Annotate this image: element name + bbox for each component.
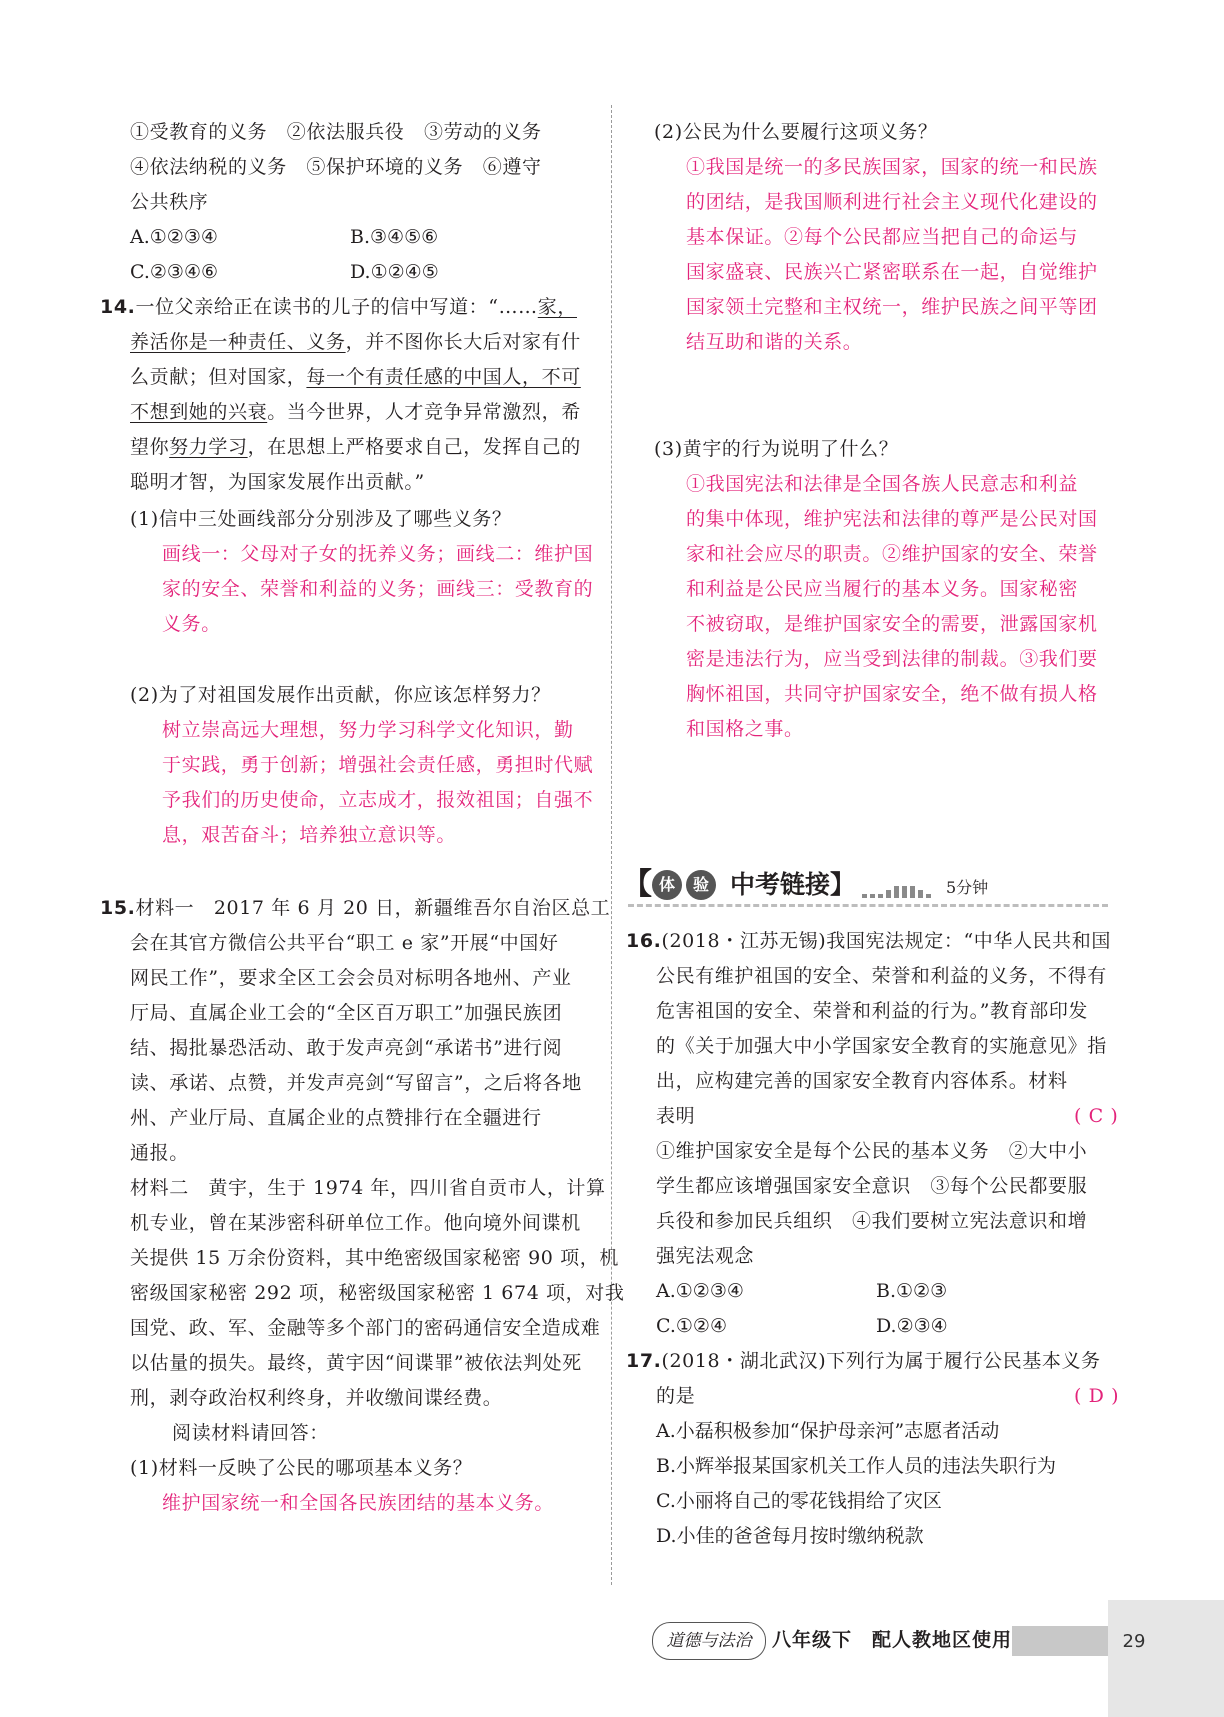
q15-sub-1: (1)材料一反映了公民的哪项基本义务？ xyxy=(130,1457,473,1479)
q15-material-1-line: 州、产业厅局、直属企业的点赞排行在全疆进行 xyxy=(130,1107,542,1129)
q15-answer-2: 国家领土完整和主权统一，维护民族之间平等团 xyxy=(686,296,1098,318)
q17-option-b: B.小辉举报某国家机关工作人员的违法失职行为 xyxy=(656,1455,1057,1477)
q16-line: 公民有维护祖国的安全、荣誉和利益的义务，不得有 xyxy=(656,965,1107,987)
footer-page-tab xyxy=(1108,1600,1224,1717)
q15-material-2-line: 刑，剥夺政治权利终身，并收缴间谍经费。 xyxy=(130,1387,503,1409)
q14-sub-1: (1)信中三处画线部分分别涉及了哪些义务？ xyxy=(130,508,512,530)
q14-answer-2: 予我们的历史使命，立志成才，报效祖国；自强不 xyxy=(162,789,594,811)
q13-option-b: B.③④⑤⑥ xyxy=(350,226,439,248)
q15-answer-2: ①我国是统一的多民族国家，国家的统一和民族 xyxy=(686,156,1098,178)
q13-choices-line-1: ①受教育的义务 ②依法服兵役 ③劳动的义务 xyxy=(130,121,542,143)
q14-underline-2b: 不想到她的兴衰 xyxy=(130,401,268,423)
page-number: 29 xyxy=(1122,1631,1146,1652)
q15-answer-2: 的团结，是我国顺利进行社会主义现代化建设的 xyxy=(686,191,1098,213)
q14-text: ，在思想上严格要求自己，发挥自己的 xyxy=(247,436,581,458)
q14-answer-2: 息，艰苦奋斗；培养独立意识等。 xyxy=(162,824,457,846)
q15-material-2-line: 以估量的损失。最终，黄宇因“间谍罪”被依法判处死 xyxy=(130,1352,582,1374)
q16-statement: 兵役和参加民兵组织 ④我们要树立宪法意识和增 xyxy=(656,1210,1088,1232)
section-title: 中考链接】 xyxy=(730,870,856,899)
q15-answer-2: 国家盛衰、民族兴亡紧密联系在一起，自觉维护 xyxy=(686,261,1098,283)
q14-text: 么贡献；但对国家， xyxy=(130,366,307,388)
banner-badge-1: 体 xyxy=(652,870,682,900)
q15-material-1-line: 网民工作”，要求全区工会会员对标明各地州、产业 xyxy=(130,967,572,989)
q16-statement: ①维护国家安全是每个公民的基本义务 ②大中小 xyxy=(656,1140,1088,1162)
q16-line: 危害祖国的安全、荣誉和利益的行为。”教育部印发 xyxy=(656,1000,1089,1022)
q15-material-1-line: 会在其官方微信公共平台“职工 e 家”开展“中国好 xyxy=(130,932,559,954)
q16-answer-text: ( C ) xyxy=(1074,1105,1119,1127)
q15-number: 15. xyxy=(100,897,136,919)
q15-material-1-line xyxy=(100,896,610,920)
q16-line: 出，应构建完善的国家安全教育内容体系。材料 xyxy=(656,1070,1068,1092)
q17-answer-text: ( D ) xyxy=(1074,1385,1120,1407)
section-rule xyxy=(628,904,1108,907)
q16-option-a: A.①②③④ xyxy=(656,1280,744,1302)
q15-answer-3: 胸怀祖国，共同守护国家安全，绝不做有损人格 xyxy=(686,683,1098,705)
banner-badge-2: 验 xyxy=(686,870,716,900)
q15-prompt: 阅读材料请回答： xyxy=(172,1422,329,1444)
q16-text: (2018・江苏无锡)我国宪法规定：“中华人民共和国 xyxy=(661,930,1111,952)
q14-line-3 xyxy=(130,365,581,389)
q15-material-1-text: 材料一 2017 年 6 月 20 日，新疆维吾尔自治区总工 xyxy=(135,897,611,919)
page-footer xyxy=(0,1600,1224,1717)
q15-sub-2: (2)公民为什么要履行这项义务？ xyxy=(654,121,938,143)
q14-line-2 xyxy=(130,330,581,354)
q16-statement: 强宪法观念 xyxy=(656,1245,755,1267)
q14-line-5 xyxy=(130,435,581,459)
q17-option-d: D.小佳的爸爸每月按时缴纳税款 xyxy=(656,1525,924,1547)
q15-material-1-line: 读、承诺、点赞，并发声亮剑“写留言”，之后将各地 xyxy=(130,1072,582,1094)
q14-text: 。当今世界，人才竞争异常激烈，希 xyxy=(267,401,581,423)
q16-option-b: B.①②③ xyxy=(876,1280,948,1302)
q13-option-c: C.②③④⑥ xyxy=(130,261,219,283)
q13-option-a: A.①②③④ xyxy=(130,226,218,248)
q14-answer-2: 树立崇高远大理想，努力学习科学文化知识，勤 xyxy=(162,719,574,741)
q14-underline-3: 努力学习 xyxy=(169,436,248,458)
q16-number: 16. xyxy=(626,930,662,952)
q16-line: 的《关于加强大中小学国家安全教育的实施意见》指 xyxy=(656,1035,1107,1057)
q16-option-c: C.①②④ xyxy=(656,1315,727,1337)
q14-underline-1a: 家， xyxy=(537,296,577,318)
q15-answer-2: 结互助和谐的关系。 xyxy=(686,331,863,353)
q15-material-2-line: 机专业，曾在某涉密科研单位工作。他向境外间谍机 xyxy=(130,1212,581,1234)
q17-number: 17. xyxy=(626,1350,662,1372)
q13-option-d: D.①②④⑤ xyxy=(350,261,439,283)
q15-answer-1: 维护国家统一和全国各民族团结的基本义务。 xyxy=(162,1492,555,1514)
q17-answer xyxy=(1074,1384,1119,1408)
q15-material-1-line: 结、揭批暴恐活动、敢于发声亮剑“承诺书”进行阅 xyxy=(130,1037,563,1059)
q16-line: 表明 xyxy=(656,1105,696,1127)
q14-answer-2: 于实践，勇于创新；增强社会责任感，勇担时代赋 xyxy=(162,754,594,776)
q15-material-2-line: 材料二 黄宇，生于 1974 年，四川省自贡市人，计算 xyxy=(130,1177,606,1199)
q16-statement: 学生都应该增强国家安全意识 ③每个公民都要服 xyxy=(656,1175,1088,1197)
q17-option-c: C.小丽将自己的零花钱捐给了灾区 xyxy=(656,1490,942,1512)
q15-answer-3: 和国格之事。 xyxy=(686,718,804,740)
grade-label: 八年级下 配人教地区使用 xyxy=(772,1629,1013,1651)
q15-material-2-line: 国党、政、军、金融等多个部门的密码通信安全造成难 xyxy=(130,1317,601,1339)
q15-answer-3: 家和社会应尽的职责。②维护国家的安全、荣誉 xyxy=(686,543,1098,565)
q16-option-d: D.②③④ xyxy=(876,1315,948,1337)
q16-line xyxy=(626,929,1111,953)
q17-line xyxy=(626,1349,1101,1373)
q13-choices-line-3: 公共秩序 xyxy=(130,191,209,213)
q14-sub-2: (2)为了对祖国发展作出贡献，你应该怎样努力？ xyxy=(130,684,551,706)
q14-text: 一位父亲给正在读书的儿子的信中写道：“…… xyxy=(135,296,538,318)
q14-underline-2a: 每一个有责任感的中国人，不可 xyxy=(306,366,581,388)
q17-line: 的是 xyxy=(656,1385,696,1407)
timer-bars-icon xyxy=(862,880,942,898)
q15-material-2-line: 关提供 15 万余份资料，其中绝密级国家秘密 90 项，机 xyxy=(130,1247,619,1269)
q14-line-1 xyxy=(100,295,577,319)
q15-answer-2: 基本保证。②每个公民都应当把自己的命运与 xyxy=(686,226,1079,248)
q15-answer-3: ①我国宪法和法律是全国各族人民意志和利益 xyxy=(686,473,1079,495)
q15-material-1-line: 通报。 xyxy=(130,1142,189,1164)
q14-underline-1b: 养活你是一种责任、义务 xyxy=(130,331,346,353)
banner-bracket: 【 xyxy=(622,867,652,902)
q15-material-2-line: 密级国家秘密 292 项，秘密级国家秘密 1 674 项，对我 xyxy=(130,1282,625,1304)
q17-option-a: A.小磊积极参加“保护母亲河”志愿者活动 xyxy=(656,1420,1000,1442)
q14-answer-1: 家的安全、荣誉和利益的义务；画线三：受教育的 xyxy=(162,578,594,600)
q14-text: ，并不图你长大后对家有什 xyxy=(345,331,581,353)
q15-sub-3: (3)黄宇的行为说明了什么？ xyxy=(654,438,899,460)
q14-line-6: 聪明才智，为国家发展作出贡献。” xyxy=(130,471,425,493)
q16-answer xyxy=(1074,1104,1118,1128)
q14-line-4 xyxy=(130,400,581,424)
q14-answer-1: 义务。 xyxy=(162,613,221,635)
q15-answer-3: 和利益是公民应当履行的基本义务。国家秘密 xyxy=(686,578,1079,600)
q13-choices-line-2: ④依法纳税的义务 ⑤保护环境的义务 ⑥遵守 xyxy=(130,156,542,178)
q15-answer-3: 不被窃取，是维护国家安全的需要，泄露国家机 xyxy=(686,613,1098,635)
q14-number: 14. xyxy=(100,296,136,318)
section-banner xyxy=(622,866,1112,906)
section-time: 5分钟 xyxy=(946,878,989,897)
q17-text: (2018・湖北武汉)下列行为属于履行公民基本义务 xyxy=(661,1350,1101,1372)
column-divider xyxy=(611,105,612,1585)
q14-answer-1: 画线一：父母对子女的抚养义务；画线二：维护国 xyxy=(162,543,594,565)
book-title-badge: 道德与法治 xyxy=(652,1622,766,1660)
q15-material-1-line: 厅局、直属企业工会的“全区百万职工”加强民族团 xyxy=(130,1002,563,1024)
q15-answer-3: 的集中体现，维护宪法和法律的尊严是公民对国 xyxy=(686,508,1098,530)
q15-answer-3: 密是违法行为，应当受到法律的制裁。③我们要 xyxy=(686,648,1098,670)
q14-text: 望你 xyxy=(130,436,170,458)
